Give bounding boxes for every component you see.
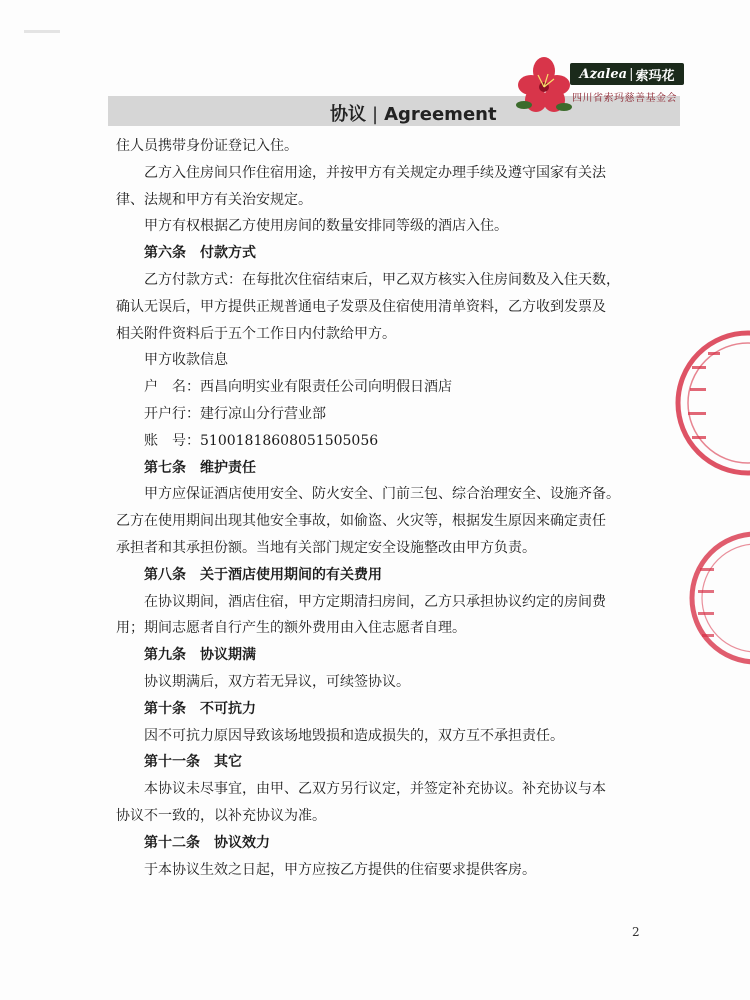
bank-value: 建行凉山分行营业部 [200,405,326,422]
paragraph-line: 本协议未尽事宜，由甲、乙双方另行议定，并签定补充协议。补充协议与本 [144,781,606,798]
paragraph-line: 于本协议生效之日起，甲方应按乙方提供的住宿要求提供客房。 [144,861,536,878]
article-number: 第十一条 [144,754,200,771]
article-title: 协议期满 [200,647,256,664]
paragraph-line: 协议期满后，双方若无异议，可续签协议。 [144,673,410,690]
article-9-heading [116,642,656,669]
article-title: 协议效力 [214,834,270,851]
account-name-row [116,374,656,401]
account-number-label: 账 号： [144,432,200,449]
bank-label: 开户行： [144,405,200,422]
paragraph-line: 相关附件资料后于五个工作日内付款给甲方。 [116,325,396,342]
article-title: 付款方式 [200,245,256,262]
paragraph-line: 承担者和其承担份额。当地有关部门规定安全设施整改由甲方负责。 [116,539,536,556]
agreement-body [116,133,656,883]
logo-subtitle: 四川省索玛慈善基金会 [572,93,677,104]
article-number: 第七条 [144,459,186,476]
paragraph-line: 乙方入住房间只作住宿用途，并按甲方有关规定办理手续及遵守国家有关法 [144,164,606,181]
hotel-seal-icon [680,528,750,668]
logo-brand-cn: 索玛花 [635,68,675,84]
page-title [330,100,497,126]
paragraph-line: 用；期间志愿者自行产生的额外费用由入住志愿者自理。 [116,620,466,637]
azalea-flower-icon [514,55,574,115]
paragraph-line: 乙方付款方式：在每批次住宿结束后，甲乙双方核实入住房间数及入住天数， [144,271,620,288]
article-12-heading [116,830,656,857]
account-name-label: 户 名： [144,379,200,396]
article-number: 第六条 [144,245,186,262]
paragraph-line: 甲方应保证酒店使用安全、防火安全、门前三包、综合治理安全、设施齐备。 [144,486,620,503]
paragraph-line: 协议不一致的，以补充协议为准。 [116,807,326,824]
title-en: Agreement [384,104,497,125]
foundation-seal-icon [668,328,750,478]
paragraph-line: 律、法规和甲方有关治安规定。 [116,191,312,208]
article-7-heading [116,455,656,482]
paragraph-line: 乙方在使用期间出现其他安全事故，如偷盗、火灾等，根据发生原因来确定责任 [116,513,606,530]
bank-row [116,401,656,428]
article-10-heading [116,696,656,723]
title-cn: 协议 [330,104,366,125]
paragraph-line: 确认无误后，甲方提供正规普通电子发票及住宿使用清单资料，乙方收到发票及 [116,298,606,315]
account-number-row [116,428,656,455]
article-number: 第十条 [144,700,186,717]
paragraph-line: 在协议期间，酒店住宿，甲方定期清扫房间，乙方只承担协议约定的房间费 [144,593,606,610]
logo-brand-bar [570,63,684,85]
article-number: 第九条 [144,647,186,664]
logo-brand-separator: | [629,66,634,82]
logo-brand-en: Azalea [579,66,628,82]
article-title: 不可抗力 [200,700,256,717]
paragraph-line: 因不可抗力原因导致该场地毁损和造成损失的，双方互不承担责任。 [144,727,564,744]
article-number: 第八条 [144,566,186,583]
account-name-value: 西昌向明实业有限责任公司向明假日酒店 [200,379,452,396]
article-title: 其它 [214,754,242,771]
azalea-logo [514,55,684,115]
account-number-value: 51001818608051505056 [200,432,379,449]
article-title: 关于酒店使用期间的有关费用 [200,566,382,583]
article-number: 第十二条 [144,834,200,851]
paragraph-line: 甲方有权根据乙方使用房间的数量安排同等级的酒店入住。 [144,218,508,235]
article-title: 维护责任 [200,459,256,476]
receipt-info-title: 甲方收款信息 [144,352,228,369]
scan-mark [24,30,60,33]
article-11-heading [116,749,656,776]
article-8-heading [116,562,656,589]
title-separator: | [372,104,379,125]
page-number: 2 [632,925,640,939]
article-6-heading [116,240,656,267]
paragraph-line: 住人员携带身份证登记入住。 [116,138,298,154]
